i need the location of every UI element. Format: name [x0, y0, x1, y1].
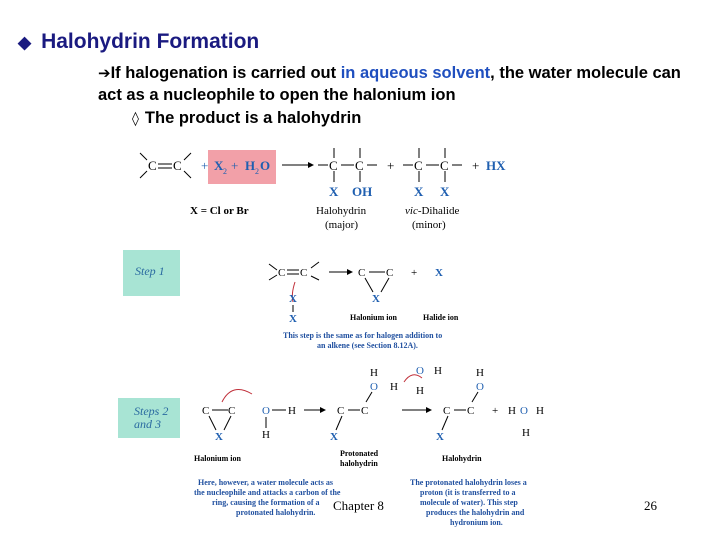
right-note-line-5: hydronium ion.: [450, 518, 503, 527]
halonium-x: X: [372, 293, 380, 305]
reaction-arrowhead: [308, 162, 314, 168]
final-c2: C: [467, 405, 475, 417]
reagent-x: X: [214, 158, 224, 173]
right-note-line-4: produces the halohydrin and: [426, 508, 525, 517]
step1-note-2: an alkene (see Section 8.12A).: [317, 341, 418, 350]
hydronium-h: H: [508, 405, 516, 417]
steps23-label: [134, 405, 168, 431]
water-h1: H: [288, 405, 296, 417]
final-o: O: [476, 381, 484, 393]
alkene-c2: C: [173, 158, 182, 173]
steps23-box: [118, 398, 180, 438]
bullet1-suffix: , the water molecule can act as a nucleophile to open the halonium ion: [98, 64, 681, 104]
water2-o: O: [416, 365, 424, 377]
bullet2-text: The product is a halohydrin: [144, 109, 362, 127]
final-x: X: [436, 431, 444, 443]
halohydrin-bonds: [318, 148, 377, 182]
protonated-h2: H: [390, 381, 398, 393]
halonium-c2: C: [386, 267, 394, 279]
water-o: O: [262, 405, 270, 417]
final-c1: C: [443, 405, 451, 417]
page-number: 26: [644, 498, 657, 513]
hx-byproduct: HX: [486, 158, 506, 173]
overall-reaction-diagram: [120, 138, 520, 238]
steps23-halohydrin-label: Halohydrin: [442, 454, 482, 463]
step1-halonium-label: Halonium ion: [350, 313, 397, 322]
halohydrin-label: Halohydrin: [316, 205, 367, 217]
step1-c1: C: [278, 267, 286, 279]
dihalide-label-vic: vic: [405, 205, 418, 217]
step1-halide-label: Halide ion: [423, 313, 459, 322]
steps23-arrowhead-2: [426, 407, 432, 413]
steps23-c1: C: [202, 405, 210, 417]
reagent-h: H: [245, 158, 256, 173]
steps23-halonium-label: Halonium ion: [194, 454, 241, 463]
halohydrin-major: (major): [325, 219, 358, 231]
alkene-c1: C: [148, 158, 157, 173]
steps23-label-line2: and 3: [134, 417, 161, 431]
right-note-line-2: proton (it is transferred to a: [420, 488, 516, 497]
protonated-o: O: [370, 381, 378, 393]
hydronium-h3: H: [522, 427, 530, 439]
slide-title-text: Halohydrin Formation: [41, 30, 260, 53]
step1-label: Step 1: [135, 264, 165, 278]
halohydrin-c2: C: [355, 158, 364, 173]
plus-sign-2: +: [472, 158, 480, 173]
steps23-diagram: [190, 360, 560, 480]
bullet-product: [132, 109, 361, 128]
reagent-x-sub: 2: [223, 167, 227, 176]
halohydrin-oh: OH: [352, 184, 373, 199]
arrow-right-icon: ➔: [98, 64, 111, 82]
bullet1-prefix: If halogenation is carried out: [110, 64, 341, 82]
diamond-bullet-icon: ◆: [18, 33, 32, 52]
steps23-protonated-label-2: halohydrin: [340, 459, 378, 468]
protonated-c2: C: [361, 405, 369, 417]
protonated-x: X: [330, 431, 338, 443]
steps23-plus: +: [492, 405, 499, 417]
slide-title: [18, 30, 259, 54]
left-note-line-2: the nucleophile and attacks a carbon of the: [194, 488, 341, 497]
left-note-line-1: Here, however, a water molecule acts as: [198, 478, 333, 487]
final-h: H: [476, 367, 484, 379]
hydronium-h2: H: [536, 405, 544, 417]
steps23-arrowhead-1: [320, 407, 326, 413]
dihalide-bonds: [403, 148, 462, 182]
step1-plus: +: [411, 267, 418, 279]
steps23-x: X: [215, 431, 223, 443]
halonium-c1: C: [358, 267, 366, 279]
water-h2: H: [262, 429, 270, 441]
bullet1-highlight: in aqueous solvent: [340, 64, 491, 82]
reagent-plus-left: +: [201, 158, 209, 173]
plus-sign-1: +: [387, 158, 395, 173]
dihalide-label-rest: -Dihalide: [417, 205, 460, 217]
right-note-line-1: The protonated halohydrin loses a: [410, 478, 527, 487]
steps23-right-note: [404, 476, 564, 536]
step1-note-1: This step is the same as for halogen addition to: [283, 331, 443, 340]
step1-arrowhead: [347, 269, 353, 275]
dihalide-x2: X: [440, 184, 450, 199]
halohydrin-c1: C: [329, 158, 338, 173]
steps23-c2: C: [228, 405, 236, 417]
reagent-o: O: [260, 158, 271, 173]
hydronium-o: O: [520, 405, 528, 417]
protonated-h1: H: [370, 367, 378, 379]
bullet-halogenation: [98, 62, 708, 106]
steps23-label-line1: Steps 2: [134, 404, 169, 418]
dihalide-c1: C: [414, 158, 423, 173]
step1-box: [123, 250, 180, 296]
dihalide-minor: (minor): [412, 219, 446, 231]
left-note-line-3: ring, causing the formation of a: [212, 498, 320, 507]
step1-diagram: [255, 250, 495, 360]
step1-x-bottom: X: [289, 313, 297, 325]
dihalide-c2: C: [440, 158, 449, 173]
step1-c2: C: [300, 267, 308, 279]
left-note-line-4: protonated halohydrin.: [236, 508, 316, 517]
dihalide-label: [405, 205, 459, 217]
water2-h1: H: [434, 365, 442, 377]
halide-x: X: [435, 267, 443, 279]
halohydrin-x: X: [329, 184, 339, 199]
reagent-plus: +: [231, 158, 239, 173]
right-note-line-3: molecule of water). This step: [420, 498, 518, 507]
protonated-c1: C: [337, 405, 345, 417]
steps23-curved-arrow-1: [222, 390, 252, 403]
dihalide-x1: X: [414, 184, 424, 199]
footer-chapter: Chapter 8: [333, 498, 384, 513]
reagent-h2o-sub: 2: [255, 167, 259, 176]
sub-bullet-icon: ◊: [132, 111, 139, 127]
step1-alkene-bonds: [269, 262, 319, 280]
steps23-protonated-label-1: Protonated: [340, 449, 379, 458]
water2-h2: H: [416, 385, 424, 397]
x-definition: X = Cl or Br: [190, 205, 249, 217]
step1-x-top: X: [289, 293, 297, 305]
